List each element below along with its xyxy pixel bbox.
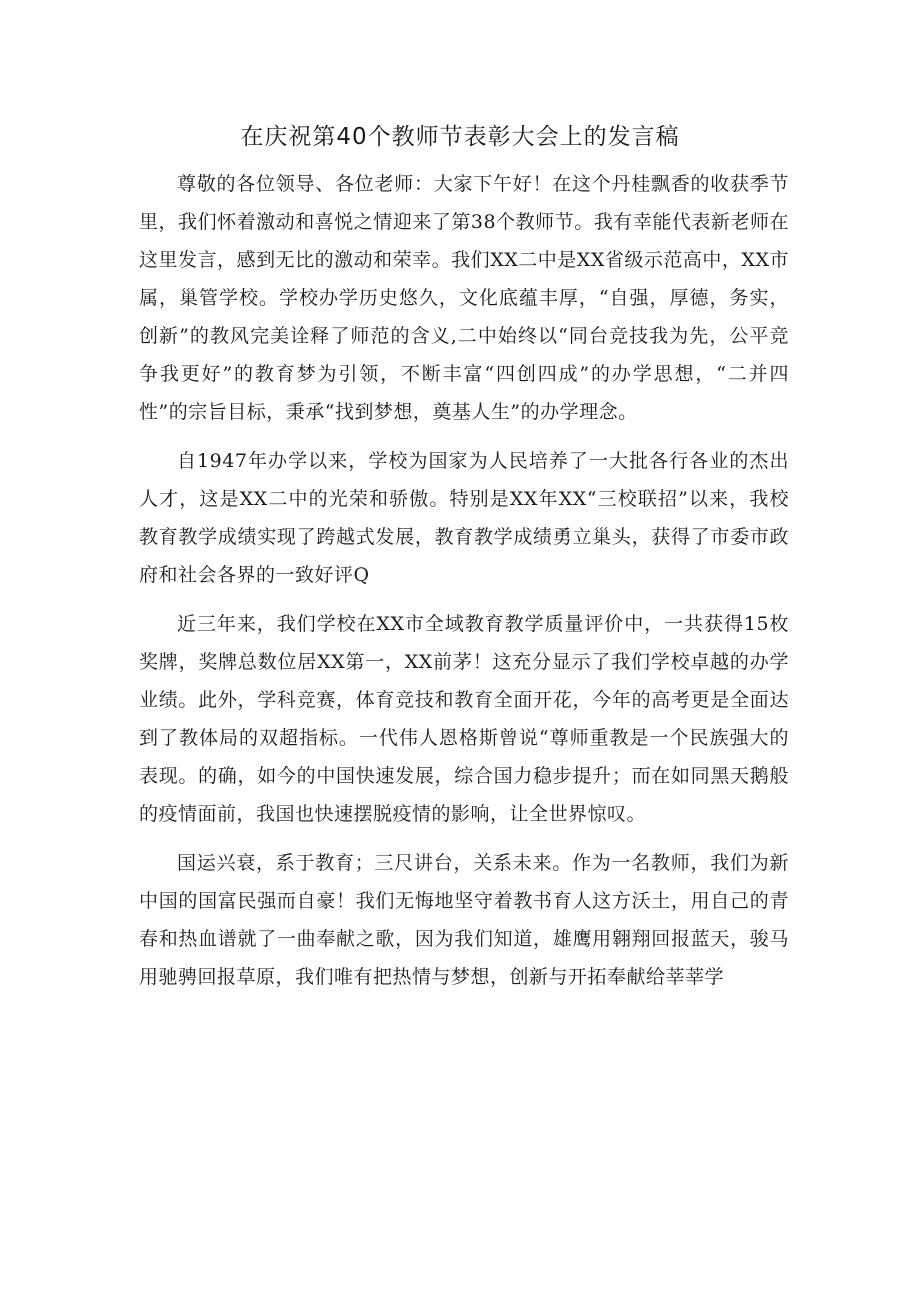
document-body bbox=[139, 165, 789, 1007]
document-title: 在庆祝第40个教师节表彰大会上的发言稿 bbox=[240, 124, 680, 150]
paragraph-achievements: 近三年来，我们学校在XX市全域教育教学质量评价中，一共获得15枚奖牌，奖牌总数位居XX第一，XX前茅！这充分显示了我们学校卓越的办学业绩。此外，学科竞赛，体育竞技和教育全面开花，今年的高考更是全面达到了教体局的双超指标。一代伟人恩格斯曾说“尊师重教是一个民族强大的表现。的确，如今的中国快速发展，综合国力稳步提升；而在如同黑天鹅般的疫情面前，我国也快速摆脱疫情的影响，让全世界惊叹。 bbox=[139, 613, 789, 825]
paragraph-history: 自1947年办学以来，学校为国家为人民培养了一大批各行各业的杰出人才，这是XX二中的光荣和骄傲。特别是XX年XX“三校联招”以来，我校教育教学成绩实现了跨越式发展，教育教学成绩勇立巢头，获得了市委市政府和社会各界的一致好评Q bbox=[139, 450, 789, 586]
paragraph-greeting: 尊敬的各位领导、各位老师：大家下午好！在这个丹桂飘香的收获季节里，我们怀着激动和喜悦之情迎来了第38个教师节。我有幸能代表新老师在这里发言，感到无比的激动和荣幸。我们XX二中是XX省级示范高中，XX市属，巢管学校。学校办学历史悠久，文化底蕴丰厚，“自强，厚德，务实，创新”的教风完美诠释了师范的含义,二中始终以“同台竞技我为先，公平竞争我更好”的教育梦为引领，不断丰富“四创四成”的办学思想，“二并四性”的宗旨目标，秉承“找到梦想，奠基人生”的办学理念。 bbox=[139, 173, 789, 423]
paragraph-education: 国运兴衰，系于教育；三尺讲台，关系未来。作为一名教师，我们为新中国的国富民强而自豪！我们无悔地坚守着教书育人这方沃土，用自己的青春和热血谱就了一曲奉献之歌，因为我们知道，雄鹰用翱翔回报蓝天，骏马用驰骋回报草原，我们唯有把热情与梦想，创新与开拓奉献给莘莘学 bbox=[139, 852, 789, 988]
